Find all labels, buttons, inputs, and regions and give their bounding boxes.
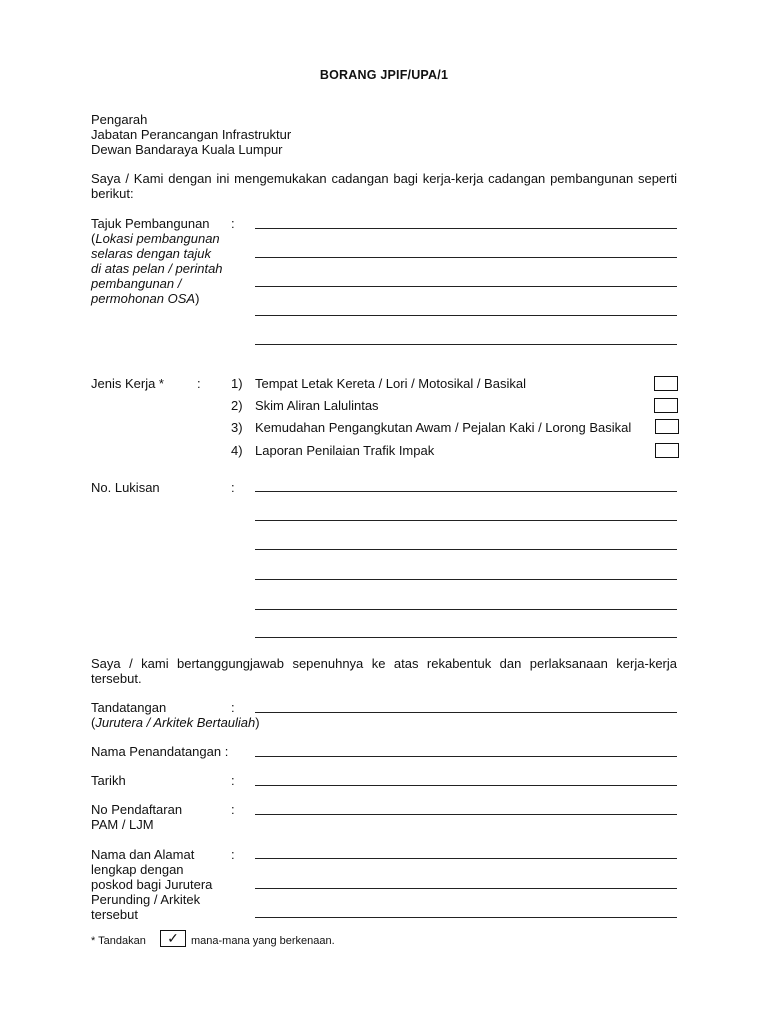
pendaftaran-colon: : [231, 802, 235, 817]
alamat-label-line-3: poskod bagi Jurutera [91, 877, 213, 892]
tajuk-note [91, 231, 223, 306]
declaration-paragraph: Saya / kami bertanggungjawab sepenuhnya ke atas rekabentuk dan perlaksanaan kerja-kerja tersebut. [91, 656, 677, 686]
footnote-prefix: * Tandakan [91, 935, 146, 947]
lukisan-label: No. Lukisan [91, 480, 160, 495]
tajuk-note-line-4: pembangunan / [91, 276, 182, 291]
intro-paragraph: Saya / Kami dengan ini mengemukakan cadangan bagi kerja-kerja cadangan pembangunan seperti berikut: [91, 171, 677, 201]
jenis-item-3-text: Kemudahan Pengangkutan Awam / Pejalan Kaki / Lorong Basikal [255, 420, 632, 435]
address-line-3: Dewan Bandaraya Kuala Lumpur [91, 142, 283, 157]
lukisan-field-line-5[interactable] [255, 609, 677, 610]
jenis-item-1-num: 1) [231, 376, 243, 391]
tajuk-field-line-4[interactable] [255, 315, 677, 316]
lukisan-field-line-3[interactable] [255, 549, 677, 550]
tajuk-note-close: ) [195, 291, 200, 306]
lukisan-field-line-1[interactable] [255, 491, 677, 492]
tajuk-field-line-5[interactable] [255, 344, 677, 345]
alamat-field-line-1[interactable] [255, 858, 677, 859]
jenis-item-2-num: 2) [231, 398, 243, 413]
address-block [91, 112, 291, 157]
tajuk-note-open: ( [91, 231, 96, 246]
tarikh-label: Tarikh [91, 773, 126, 788]
footnote-suffix: mana-mana yang berkenaan. [191, 935, 335, 947]
tandatangan-note-open: ( [91, 715, 96, 730]
pendaftaran-field-line[interactable] [255, 814, 677, 815]
jenis-item-4-checkbox[interactable] [655, 443, 679, 458]
check-mark-icon: ✓ [160, 930, 186, 947]
tajuk-colon: : [231, 216, 235, 231]
tandatangan-colon: : [231, 700, 235, 715]
alamat-field-line-2[interactable] [255, 888, 677, 889]
lukisan-field-line-2[interactable] [255, 520, 677, 521]
jenis-item-4-text: Laporan Penilaian Trafik Impak [255, 443, 435, 458]
alamat-colon: : [231, 847, 235, 862]
alamat-label-line-2: lengkap dengan [91, 862, 184, 877]
alamat-label-line-1: Nama dan Alamat [91, 847, 195, 862]
tajuk-note-line-2: selaras dengan tajuk [91, 246, 211, 261]
jenis-colon: : [197, 376, 201, 391]
jenis-item-1-text: Tempat Letak Kereta / Lori / Motosikal / Basikal [255, 376, 526, 391]
form-title: BORANG JPIF/UPA/1 [319, 68, 449, 82]
tandatangan-note-close: ) [255, 715, 260, 730]
tandatangan-label: Tandatangan [91, 700, 167, 715]
tajuk-note-line-1: Lokasi pembangunan [95, 231, 220, 246]
alamat-label [91, 847, 212, 922]
tajuk-label: Tajuk Pembangunan [91, 216, 210, 231]
nama-label: Nama Penandatangan : [91, 744, 229, 759]
pendaftaran-label [91, 802, 182, 832]
tandatangan-field-line[interactable] [255, 712, 677, 713]
nama-field-line[interactable] [255, 756, 677, 757]
pendaftaran-label-line-2: PAM / LJM [91, 817, 154, 832]
alamat-field-line-3[interactable] [255, 917, 677, 918]
tarikh-colon: : [231, 773, 235, 788]
jenis-item-3-checkbox[interactable] [655, 419, 679, 434]
tandatangan-note [91, 715, 260, 730]
tarikh-field-line[interactable] [255, 785, 677, 786]
tandatangan-note-text: Jurutera / Arkitek Bertauliah [95, 715, 256, 730]
alamat-label-line-4: Perunding / Arkitek [91, 892, 201, 907]
jenis-item-2-checkbox[interactable] [654, 398, 678, 413]
jenis-item-2-text: Skim Aliran Lalulintas [255, 398, 379, 413]
tajuk-field-line-1[interactable] [255, 228, 677, 229]
address-line-1: Pengarah [91, 112, 148, 127]
tajuk-field-line-2[interactable] [255, 257, 677, 258]
lukisan-field-line-6[interactable] [255, 637, 677, 638]
alamat-label-line-5: tersebut [91, 907, 138, 922]
lukisan-field-line-4[interactable] [255, 579, 677, 580]
jenis-item-1-checkbox[interactable] [654, 376, 678, 391]
pendaftaran-label-line-1: No Pendaftaran [91, 802, 183, 817]
lukisan-colon: : [231, 480, 235, 495]
tajuk-note-line-3: di atas pelan / perintah [91, 261, 223, 276]
address-line-2: Jabatan Perancangan Infrastruktur [91, 127, 292, 142]
tajuk-note-line-5: permohonan OSA [91, 291, 196, 306]
jenis-item-3-num: 3) [231, 420, 243, 435]
jenis-label: Jenis Kerja * [91, 376, 164, 391]
tajuk-field-line-3[interactable] [255, 286, 677, 287]
jenis-item-4-num: 4) [231, 443, 243, 458]
